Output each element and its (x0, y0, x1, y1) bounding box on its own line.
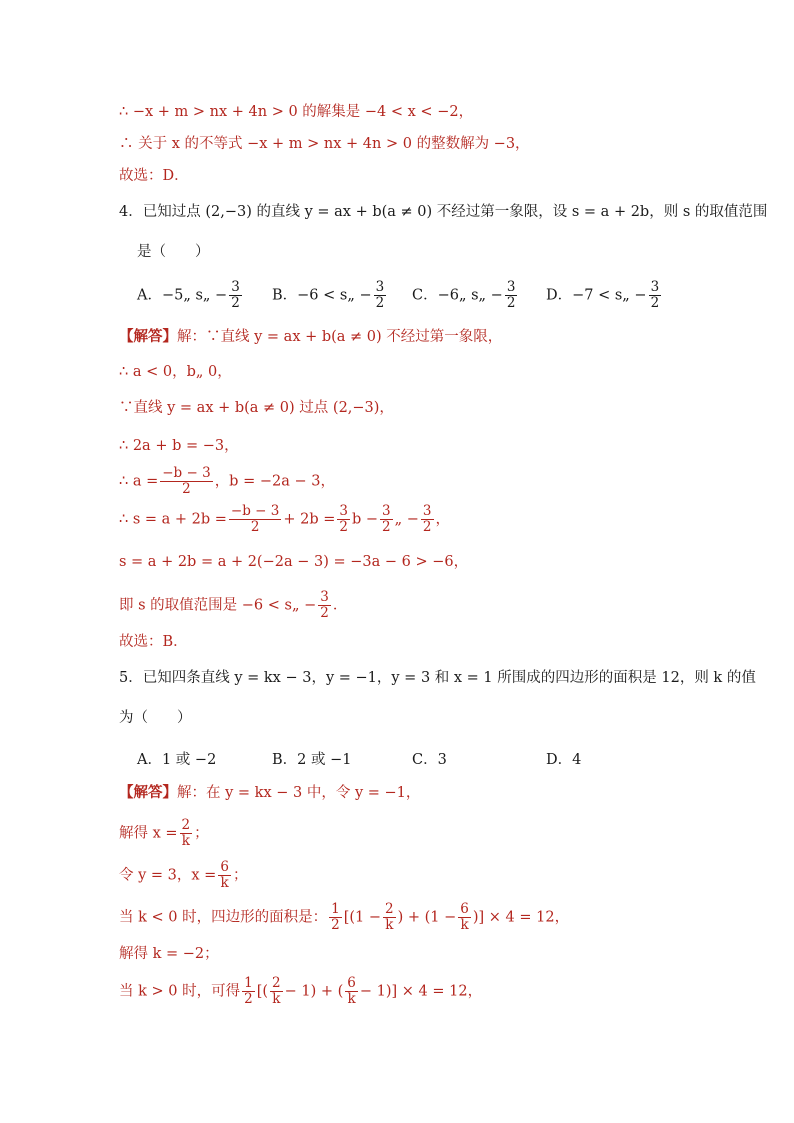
q4-solution-answer: 故选：B． (119, 634, 188, 650)
solution-answer: 故选：D． (119, 168, 189, 184)
question-4-text-cont: 是（ ） (137, 244, 210, 260)
question-4-text: 4．已知过点 (2,−3) 的直线 y = ax + b(a ≠ 0) 不经过第一象限，设 s = a + 2b，则 s 的取值范围 (119, 204, 768, 220)
q4-solution-line-5: ∴ a = $\frac{-b - 3}{2}$ ，b = −2a − 3， (119, 465, 335, 497)
q4-solution-line-7: s = a + 2b = a + 2(−2a − 3) = −3a − 6 > −6， (119, 554, 469, 570)
q4-solution-line-2: ∴ a < 0，b„ 0， (119, 364, 232, 380)
solution-line-1: ∴ −x + m > nx + 4n > 0 的解集是 −4 < x < −2， (119, 104, 474, 120)
q5-solution-line-6: 当 k > 0 时，可得 $\frac{1}{2}$ [( $\frac{2}{k}$ − 1) + ( $\frac{6}{k}$ − 1)] × 4 = 12， (119, 975, 483, 1007)
solution-heading: 【解答】 (119, 784, 177, 801)
q5-solution-line-5: 解得 k = −2； (119, 946, 219, 962)
q5-option-d: D．4 (546, 752, 582, 768)
q5-solution-line-3: 令 y = 3，x = $\frac{6}{k}$ ； (119, 859, 248, 891)
q5-option-a: A．1 或 −2 (137, 752, 217, 768)
q4-option-a: A．−5„ s„ − $\frac{3}{2}$ (137, 279, 240, 311)
q4-solution-line-1: 【解答】解：∵直线 y = ax + b(a ≠ 0) 不经过第一象限， (119, 328, 503, 345)
q5-option-b: B．2 或 −1 (272, 752, 352, 768)
q4-option-c: C．−6„ s„ − $\frac{3}{2}$ (412, 279, 516, 311)
q4-solution-line-8: 即 s 的取值范围是 −6 < s„ − $\frac{3}{2}$ ． (119, 589, 348, 621)
question-5-text: 5．已知四条直线 y = kx − 3，y = −1，y = 3 和 x = 1 所围成的四边形的面积是 12，则 k 的值 (119, 670, 756, 686)
q4-solution-line-4: ∴ 2a + b = −3， (119, 438, 239, 454)
q5-solution-line-2: 解得 x = $\frac{2}{k}$ ； (119, 817, 209, 849)
q4-option-b: B．−6 < s„ − $\frac{3}{2}$ (272, 279, 385, 311)
q4-option-d: D．−7 < s„ − $\frac{3}{2}$ (546, 279, 660, 311)
q4-solution-line-3: ∵直线 y = ax + b(a ≠ 0) 过点 (2,−3)， (119, 400, 394, 416)
q5-solution-line-1: 【解答】解：在 y = kx − 3 中，令 y = −1， (119, 784, 421, 801)
q5-solution-line-4: 当 k < 0 时，四边形的面积是： $\frac{1}{2}$ [(1 − $\frac{2}{k}$ ) + (1 − $\frac{6}{k}$ )] × 4 = 12， (119, 901, 570, 933)
q5-option-c: C．3 (412, 752, 447, 768)
question-5-text-cont: 为（ ） (119, 710, 192, 726)
solution-heading: 【解答】 (119, 328, 177, 345)
q4-solution-line-6: ∴ s = a + 2b = $\frac{-b - 3}{2}$ + 2b = $\frac{3}{2}$ b − $\frac{3}{2}$ „ − $\frac{3}{2}$ ， (119, 503, 450, 535)
solution-line-2: ∴ 关于 x 的不等式 −x + m > nx + 4n > 0 的整数解为 −3， (119, 136, 530, 152)
